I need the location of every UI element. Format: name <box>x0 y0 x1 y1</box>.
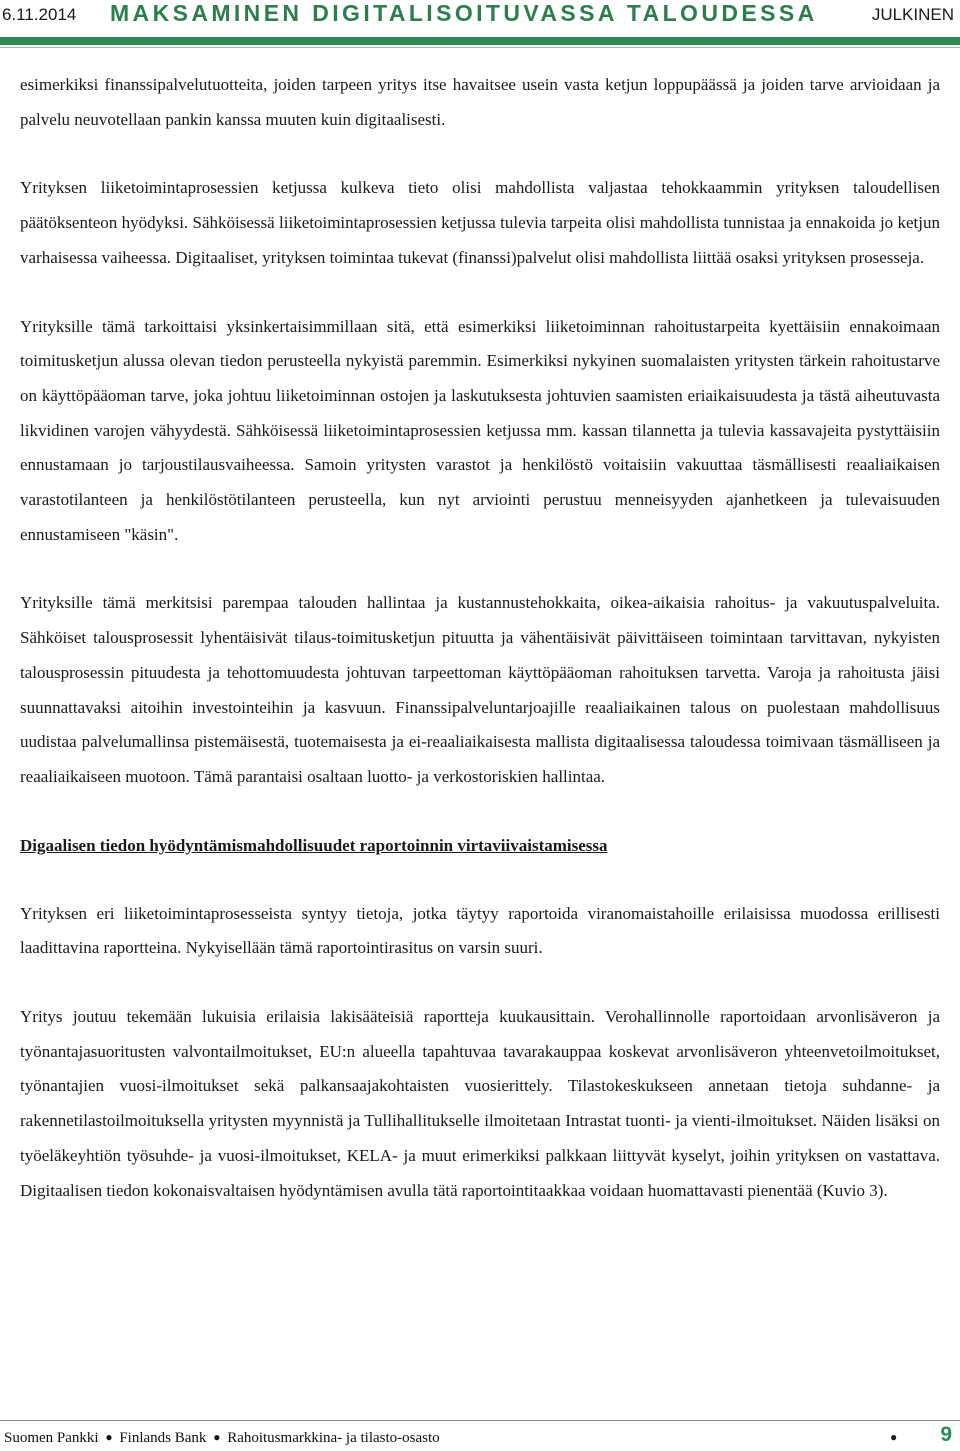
page-number: 9 <box>940 1423 952 1446</box>
section-heading: Digaalisen tiedon hyödyntämismahdollisuudet raportoinnin virtaviivaistamisessa <box>20 835 608 855</box>
bullet-icon: ● <box>105 1430 113 1444</box>
header-divider <box>0 47 960 48</box>
bullet-icon: ● <box>890 1430 898 1444</box>
header-date: 6.11.2014 <box>2 5 77 24</box>
page-header <box>0 0 960 38</box>
paragraph-4: Yrityksille tämä merkitsisi parempaa talouden hallintaa ja kustannustehokkaita, oikea-aikaisia rahoitus- ja vakuutuspalveluita. Sähköiset talousprosessit lyhentäisivät tilaus-toimitusketjun pituutta ja vähentäisivät päivittäiseen toimintaan tarvittavan, nykyisten talousprosessin pituudesta ja tehottomuudesta johtuvan tarpeettoman käyttöpääoman rahoituksen tarvetta. Varoja ja rahoitusta jäisi suunnattavaksi aitoihin investointeihin ja kasvuun. Finanssipalveluntarjoajille reaaliaikainen talous on puolestaan mahdollisuus uudistaa palvelumallinsa pistemäisestä, tuotemaisesta ja ei-reaaliaikaisesta mallista digitaalisessa taloudessa toimivaan täsmälliseen ja reaaliaikaiseen muotoon. Tämä parantaisi osaltaan luotto- ja verkostoriskien hallintaa. <box>20 593 940 786</box>
header-classification: JULKINEN <box>871 5 954 24</box>
page-footer <box>0 1420 960 1451</box>
bullet-icon: ● <box>213 1430 221 1444</box>
paragraph-6: Yritys joutuu tekemään lukuisia erilaisia lakisääteisiä raportteja kuukausittain. Verohallinnolle raportoidaan arvonlisäveron ja työnantajasuoritusten valvontailmoitukset, EU:n alueella tapahtuvaa tavarakauppaa koskevat arvonlisäveron yhteenvetoilmoitukset, työnantajien vuosi-ilmoitukset sekä palkansaajakohtaisten vuosierittely. Tilastokeskukseen annetaan tietoja suhdanne- ja rakennetilastoilmoituksella yritysten myynnistä ja Tullihallitukselle ilmoitetaan Intrastat tuonti- ja vienti-ilmoitukset. Näiden lisäksi on työeläkeyhtiön työsuhde- ja vuosi-ilmoitukset, KELA- ja muut erimerkiksi palkkaan liittyvät kyselyt, joihin yrityksen on vastattava. Digitaalisen tiedon kokonaisvaltaisen hyödyntämisen avulla tätä raportointitaakkaa voidaan huomattavasti pienentää (Kuvio 3). <box>20 1007 940 1200</box>
footer-department: Rahoitusmarkkina- ja tilasto-osasto <box>227 1430 440 1446</box>
footer-orgs <box>4 1430 440 1447</box>
header-title: MAKSAMINEN DIGITALISOITUVASSA TALOUDESSA <box>110 0 818 26</box>
document-body <box>20 68 940 1242</box>
footer-org-1: Suomen Pankki <box>4 1430 99 1446</box>
paragraph-2: Yrityksen liiketoimintaprosessien ketjussa kulkeva tieto olisi mahdollista valjastaa tehokkaammin yrityksen taloudellisen päätöksenteon hyödyksi. Sähköisessä liiketoimintaprosessien ketjussa tulevia tarpeita olisi mahdollista tunnistaa ja ennakoida jo ketjun varhaisessa vaiheessa. Digitaaliset, yrityksen toimintaa tukevat (finanssi)palvelut olisi mahdollista liittää osaksi yrityksen prosesseja. <box>20 178 940 267</box>
paragraph-1: esimerkiksi finanssipalvelutuotteita, joiden tarpeen yritys itse havaitsee usein vasta ketjun loppupäässä ja joiden tarve arvioidaan ja palvelu neuvotellaan pankin kanssa muuten kuin digitaalisesti. <box>20 75 940 129</box>
footer-org-2: Finlands Bank <box>119 1430 207 1446</box>
paragraph-3: Yrityksille tämä tarkoittaisi yksinkertaisimmillaan sitä, että esimerkiksi liiketoiminnan rahoitustarpeita kyettäisiin ennakoimaan toimitusketjun alussa olevan tiedon perusteella nykyistä paremmin. Esimerkiksi nykyinen suomalaisten yritysten tärkein rahoitustarve on käyttöpääoman tarve, joka johtuu liiketoiminnan ostojen ja laskutuksesta johtuvien saamisten eriaikaisuudesta ja tästä aiheutuvasta likvidinen varojen vähyydestä. Sähköisessä liiketoimintaprosessien ketjussa mm. kassan tilannetta ja tulevia kassavajeita pystyttäisiin ennustamaan jo tarjoustilausvaiheessa. Samoin yritysten varastot ja henkilöstö voitaisiin vakuuttaa täsmällisesti reaaliaikaisen varastotilanteen ja henkilöstötilanteen perusteella, kun nyt arviointi perustuu menneisyyden ajanhetkeen ja tulevaisuuden ennustamiseen "käsin". <box>20 316 940 544</box>
header-green-bar <box>0 37 960 45</box>
paragraph-5: Yrityksen eri liiketoimintaprosesseista syntyy tietoja, jotka täytyy raportoida viranomaistahoille erilaisissa muodossa erillisesti laadittavina raportteina. Nykyisellään tämä raportointirasitus on varsin suuri. <box>20 903 940 958</box>
